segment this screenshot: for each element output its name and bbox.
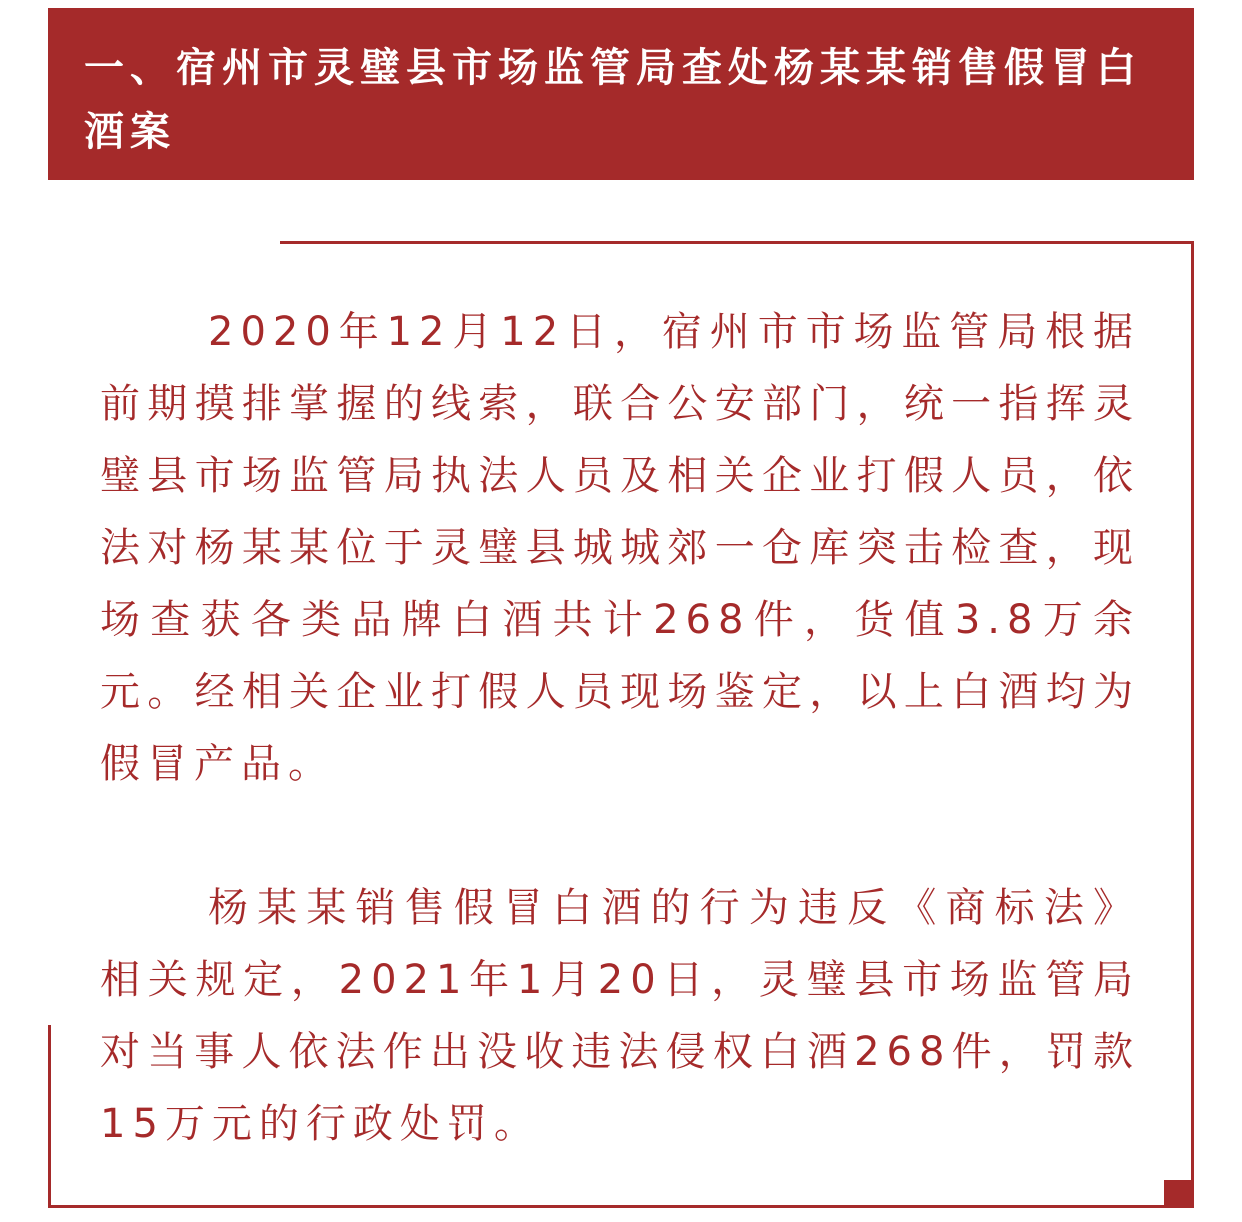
frame-left-border	[48, 1025, 51, 1208]
paragraph-penalty: 杨某某销售假冒白酒的行为违反《商标法》相关规定，2021年1月20日，灵璧县市场监管局对当事人依法作出没收违法侵权白酒268件，罚款15万元的行政处罚。	[100, 885, 1140, 1147]
frame-top-border	[280, 241, 1194, 244]
section-title: 一、宿州市灵璧县市场监管局查处杨某某销售假冒白酒案	[84, 45, 1142, 155]
section-header	[48, 8, 1194, 180]
frame-right-border	[1191, 241, 1194, 1208]
paragraph-case-details: 2020年12月12日，宿州市市场监管局根据前期摸排掌握的线索，联合公安部门，统一指挥灵璧县市场监管局执法人员及相关企业打假人员，依法对杨某某位于灵璧县城城郊一仓库突击检查，现场查获各类品牌白酒共计268件，货值3.8万余元。经相关企业打假人员现场鉴定，以上白酒均为假冒产品。	[100, 309, 1140, 787]
article-body	[100, 296, 1140, 1160]
corner-accent	[1164, 1180, 1194, 1208]
frame-bottom-border	[48, 1205, 1194, 1208]
